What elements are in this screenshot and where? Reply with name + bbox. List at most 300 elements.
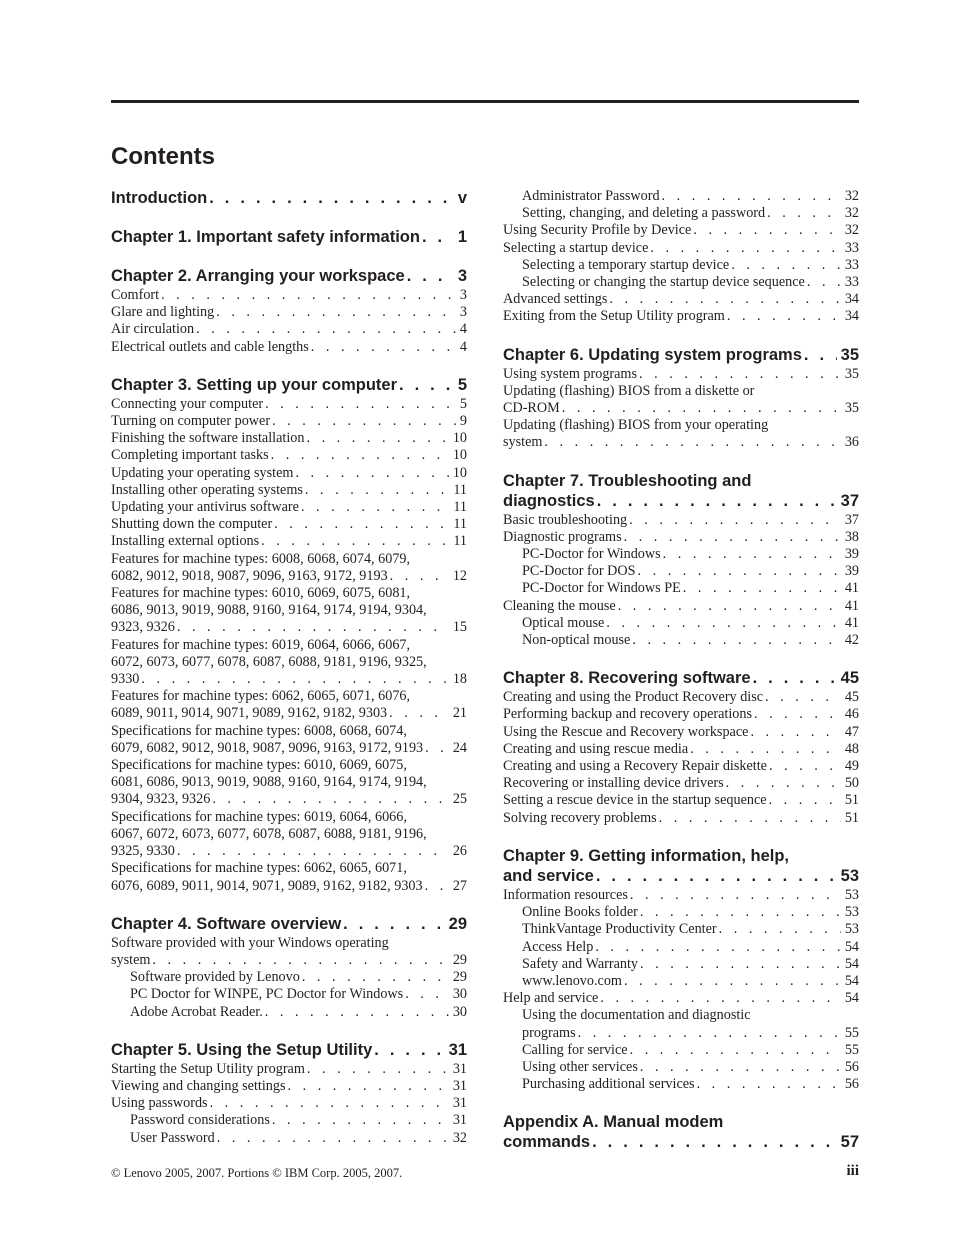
toc-page-number: 38: [844, 528, 859, 545]
toc-page-number: 57: [840, 1133, 859, 1152]
toc-entry-row: [503, 1132, 859, 1152]
toc-entry-row: [522, 921, 859, 938]
toc-entry-row: [522, 546, 859, 563]
toc-left-column: [111, 188, 467, 1147]
toc-page-number: 12: [452, 567, 467, 584]
toc-page-number: 4: [459, 321, 467, 338]
toc-chapter-entry[interactable]: [503, 846, 859, 886]
toc-entry-row: [111, 465, 467, 482]
toc-subsection-entry[interactable]: [503, 546, 859, 563]
toc-section-entry[interactable]: [111, 339, 467, 356]
toc-entry-title: 6076, 6089, 9011, 9014, 9071, 9089, 9162, 9182, 9303: [111, 877, 423, 894]
toc-entry-row: [503, 758, 859, 775]
toc-entry-row: [522, 205, 859, 222]
toc-entry-title: PC-Doctor for Windows: [522, 546, 661, 563]
toc-entry-row: [503, 308, 859, 325]
toc-section-entry[interactable]: [503, 990, 859, 1007]
toc-entry-title: Basic troubleshooting: [503, 511, 628, 528]
toc-entry-line: 6081, 6086, 9013, 9019, 9088, 9160, 9164, 9174, 9194,: [111, 774, 427, 791]
toc-entry-row: [111, 266, 467, 286]
toc-chapter-entry[interactable]: [111, 188, 467, 208]
toc-dot-leader: [270, 413, 456, 430]
toc-page-number: 33: [844, 239, 859, 256]
toc-page-number: 51: [844, 809, 859, 826]
toc-entry-title: system: [111, 951, 151, 968]
toc-dot-leader: [263, 1004, 449, 1021]
toc-entry-title: Creating and using the Product Recovery disc: [503, 689, 764, 706]
toc-dot-leader: [293, 465, 448, 482]
toc-entry-row: [503, 512, 859, 529]
toc-chapter-entry[interactable]: [111, 375, 467, 395]
toc-page-number: 3: [457, 267, 467, 285]
toc-dot-leader: [594, 866, 837, 886]
toc-entry-title: Updating your antivirus software: [111, 499, 299, 516]
toc-dot-leader: [194, 321, 456, 338]
toc-page-number: 5: [457, 375, 467, 394]
toc-entry-row: [503, 810, 859, 827]
toc-entry-line: Specifications for machine types: 6019, 6064, 6066,: [111, 808, 407, 825]
toc-subsection-entry[interactable]: [503, 973, 859, 990]
toc-entry-title: Glare and lighting: [111, 304, 215, 321]
toc-entry-title: Exiting from the Setup Utility program: [503, 308, 725, 325]
toc-page-number: 31: [452, 1095, 467, 1112]
toc-section-entry[interactable]: [111, 1061, 467, 1078]
toc-section-entry[interactable]: [111, 1095, 467, 1112]
toc-entry-row: [111, 1095, 467, 1112]
toc-entry-row: [503, 491, 859, 511]
toc-section-entry[interactable]: [503, 291, 859, 308]
toc-section-entry[interactable]: [503, 758, 859, 775]
toc-dot-leader: [717, 921, 841, 938]
toc-entry-line: Updating (flashing) BIOS from your operating: [503, 417, 769, 434]
toc-page-number: 29: [452, 951, 467, 968]
toc-entry-title: Chapter 3. Setting up your computer: [111, 375, 398, 394]
toc-entry-title: Shutting down the computer: [111, 516, 273, 533]
toc-entry-title: commands: [503, 1133, 591, 1152]
toc-entry-title: Comfort: [111, 287, 160, 303]
toc-section-entry[interactable]: [503, 240, 859, 257]
toc-page-number: 31: [452, 1060, 467, 1077]
toc-entry-row: [503, 400, 859, 417]
toc-section-entry[interactable]: [111, 321, 467, 338]
toc-entry-row: [503, 724, 859, 741]
toc-entry-title: Help and service: [503, 990, 599, 1007]
toc-page-number: 11: [453, 533, 467, 550]
toc-entry-row: [111, 568, 467, 585]
toc-dot-leader: [423, 878, 449, 895]
toc-page-number: 41: [844, 597, 859, 614]
toc-section-entry[interactable]: [111, 935, 467, 969]
toc-subsection-entry[interactable]: [503, 1007, 859, 1041]
toc-page-number: 29: [452, 969, 467, 986]
toc-dot-leader: [397, 375, 454, 395]
toc-entry-row: [522, 257, 859, 274]
toc-dot-leader: [215, 1130, 449, 1147]
toc-entry-title: Starting the Setup Utility program: [111, 1060, 305, 1077]
toc-subsection-entry[interactable]: [111, 1004, 467, 1021]
toc-entry-title: Chapter 4. Software overview: [111, 914, 342, 933]
toc-dot-leader: [748, 724, 840, 741]
toc-section-entry[interactable]: [111, 551, 467, 585]
toc-page-number: 33: [844, 256, 859, 273]
toc-dot-leader: [724, 775, 841, 792]
toc-dot-leader: [304, 430, 448, 447]
toc-page-number: 50: [844, 775, 859, 792]
toc-entry-row: [111, 1061, 467, 1078]
toc-entry-line: 6086, 9013, 9019, 9088, 9160, 9164, 9174, 9194, 9304,: [111, 602, 427, 619]
toc-dot-leader: [638, 956, 841, 973]
toc-entry-line: Specifications for machine types: 6010, 6069, 6075,: [111, 757, 407, 774]
toc-dot-leader: [616, 598, 841, 615]
toc-entry-row: [111, 516, 467, 533]
toc-section-entry[interactable]: [111, 757, 467, 809]
toc-entry-title: Advanced settings: [503, 291, 608, 308]
toc-entry-row: [111, 188, 467, 208]
toc-dot-leader: [272, 516, 449, 533]
toc-page-number: 41: [844, 580, 859, 597]
toc-dot-leader: [628, 1042, 841, 1059]
toc-page-number: 27: [452, 877, 467, 894]
header-rule: [111, 100, 859, 103]
copyright-notice: © Lenovo 2005, 2007. Portions © IBM Corp. 2005, 2007.: [111, 1166, 403, 1180]
toc-entry-title: Installing other operating systems: [111, 481, 303, 498]
toc-entry-title: Completing important tasks: [111, 447, 269, 464]
toc-section-entry[interactable]: [111, 413, 467, 430]
toc-entry-row: [503, 345, 859, 365]
toc-dot-leader: [595, 491, 837, 511]
toc-subsection-entry[interactable]: [503, 257, 859, 274]
toc-chapter-entry[interactable]: [503, 1112, 859, 1152]
toc-entry-row: [111, 304, 467, 321]
toc-dot-leader: [175, 843, 449, 860]
toc-entry-title: Chapter 1. Important safety information: [111, 228, 420, 246]
toc-subsection-entry[interactable]: [503, 580, 859, 597]
toc-entry-row: [522, 580, 859, 597]
toc-section-entry[interactable]: [111, 430, 467, 447]
toc-dot-leader: [598, 990, 840, 1007]
toc-subsection-entry[interactable]: [503, 1042, 859, 1059]
toc-dot-leader: [388, 568, 449, 585]
toc-chapter-entry[interactable]: [111, 227, 467, 247]
toc-entry-title: Performing backup and recovery operations: [503, 706, 752, 723]
toc-page-number: 34: [844, 291, 859, 308]
toc-dot-leader: [139, 671, 448, 688]
page-number: iii: [846, 1163, 859, 1179]
toc-chapter-entry[interactable]: [503, 345, 859, 365]
toc-page-number: 31: [452, 1077, 467, 1094]
toc-page-number: 39: [844, 563, 859, 580]
toc-dot-leader: [214, 304, 456, 321]
toc-subsection-entry[interactable]: [111, 969, 467, 986]
toc-page-number: 42: [844, 632, 859, 649]
toc-dot-leader: [636, 563, 841, 580]
toc-dot-leader: [300, 969, 449, 986]
toc-section-entry[interactable]: [503, 810, 859, 827]
toc-dot-leader: [341, 914, 444, 934]
toc-page-number: 32: [452, 1129, 467, 1146]
toc-dot-leader: [269, 447, 449, 464]
toc-subsection-entry[interactable]: [503, 632, 859, 649]
toc-page-number: 35: [844, 365, 859, 382]
toc-page-number: 54: [844, 990, 859, 1007]
toc-subsection-entry[interactable]: [503, 1059, 859, 1076]
toc-chapter-entry[interactable]: [111, 1040, 467, 1060]
toc-dot-leader: [630, 632, 840, 649]
toc-page-number: 56: [844, 1076, 859, 1093]
toc-section-entry[interactable]: [111, 516, 467, 533]
toc-page-number: 46: [844, 706, 859, 723]
toc-page-number: 55: [844, 1024, 859, 1041]
toc-entry-row: [111, 227, 467, 247]
toc-section-entry[interactable]: [503, 887, 859, 904]
toc-dot-leader: [767, 792, 841, 809]
toc-page-number: 31: [452, 1112, 467, 1129]
toc-entry-title: programs: [522, 1024, 576, 1041]
toc-entry-title: Recovering or installing device drivers: [503, 775, 724, 792]
toc-entry-row: [111, 740, 467, 757]
toc-entry-row: [111, 321, 467, 338]
toc-entry-title: 6079, 6082, 9012, 9018, 9087, 9096, 9163, 9172, 9193: [111, 739, 424, 756]
toc-entry-title: 9323, 9326: [111, 619, 175, 636]
toc-page-number: 32: [844, 222, 859, 239]
toc-dot-leader: [765, 205, 841, 222]
toc-section-entry[interactable]: [503, 689, 859, 706]
toc-section-entry[interactable]: [503, 598, 859, 615]
toc-page-number: 29: [448, 914, 467, 933]
toc-entry-title: PC Doctor for WINPE, PC Doctor for Windows: [130, 986, 404, 1003]
toc-page-number: 11: [453, 499, 467, 516]
toc-entry-title: Creating and using a Recovery Repair diskette: [503, 758, 767, 775]
toc-entry-row: [503, 706, 859, 723]
toc-dot-leader: [542, 434, 840, 451]
toc-dot-leader: [725, 308, 841, 325]
toc-section-entry[interactable]: [503, 366, 859, 383]
toc-section-entry[interactable]: [111, 860, 467, 894]
toc-page-number: 26: [452, 843, 467, 860]
page-title: Contents: [111, 143, 215, 170]
toc-page-number: 9: [459, 413, 467, 430]
toc-section-entry[interactable]: [503, 792, 859, 809]
toc-dot-leader: [560, 400, 841, 417]
toc-page-number: 45: [844, 689, 859, 706]
toc-dot-leader: [403, 986, 449, 1003]
toc-entry-title: Creating and using rescue media: [503, 740, 689, 757]
toc-section-entry[interactable]: [111, 688, 467, 722]
toc-section-entry[interactable]: [503, 383, 859, 417]
toc-page-number: 47: [844, 723, 859, 740]
toc-page-number: 34: [844, 308, 859, 325]
toc-section-entry[interactable]: [503, 417, 859, 451]
toc-section-entry[interactable]: [111, 465, 467, 482]
toc-entry-row: [503, 434, 859, 451]
toc-entry-title: Adobe Acrobat Reader.: [130, 1003, 263, 1020]
toc-entry-title: Connecting your computer: [111, 395, 264, 412]
toc-section-entry[interactable]: [111, 1078, 467, 1095]
toc-entry-title: Non-optical mouse: [522, 632, 631, 649]
toc-section-entry[interactable]: [111, 447, 467, 464]
toc-page-number: 30: [452, 986, 467, 1003]
toc-entry-row: [522, 1059, 859, 1076]
toc-chapter-entry[interactable]: [503, 668, 859, 688]
toc-subsection-entry[interactable]: [503, 939, 859, 956]
toc-entry-row: [522, 1076, 859, 1093]
toc-entry-row: [522, 1025, 859, 1042]
toc-entry-row: [503, 222, 859, 239]
toc-chapter-entry[interactable]: [111, 266, 467, 286]
toc-entry-title: Chapter 6. Updating system programs: [503, 345, 802, 364]
toc-dot-leader: [259, 533, 449, 550]
toc-subsection-entry[interactable]: [503, 956, 859, 973]
toc-entry-row: [522, 939, 859, 956]
toc-subsection-entry[interactable]: [503, 921, 859, 938]
toc-subsection-entry[interactable]: [503, 563, 859, 580]
toc-entry-row: [130, 1130, 467, 1147]
toc-section-entry[interactable]: [111, 723, 467, 757]
toc-subsection-entry[interactable]: [503, 1076, 859, 1093]
toc-entry-title: Password considerations: [130, 1112, 270, 1129]
toc-subsection-entry[interactable]: [111, 1130, 467, 1147]
toc-entry-row: [503, 240, 859, 257]
toc-entry-row: [522, 973, 859, 990]
toc-entry-row: [111, 375, 467, 395]
toc-page-number: 54: [844, 972, 859, 989]
toc-entry-row: [522, 188, 859, 205]
toc-chapter-entry[interactable]: [111, 914, 467, 934]
toc-page-number: 18: [452, 671, 467, 688]
toc-page-number: 11: [453, 481, 467, 498]
toc-section-entry[interactable]: [111, 637, 467, 689]
toc-section-entry[interactable]: [503, 512, 859, 529]
toc-entry-row: [111, 482, 467, 499]
toc-section-entry[interactable]: [111, 287, 467, 304]
toc-page-number: 32: [844, 188, 859, 204]
toc-section-entry[interactable]: [111, 809, 467, 861]
toc-page-number: 37: [840, 491, 859, 510]
toc-dot-leader: [593, 939, 841, 956]
toc-entry-title: Installing external options: [111, 533, 260, 550]
toc-page-number: 54: [844, 938, 859, 955]
toc-page-number: 15: [452, 619, 467, 636]
toc-page-number: 48: [844, 740, 859, 757]
toc-entry-row: [522, 274, 859, 291]
toc-page-number: 10: [452, 447, 467, 464]
toc-entry-row: [111, 671, 467, 688]
toc-section-entry[interactable]: [111, 585, 467, 637]
toc-section-entry[interactable]: [503, 775, 859, 792]
toc-section-entry[interactable]: [111, 499, 467, 516]
toc-entry-row: [111, 430, 467, 447]
toc-dot-leader: [299, 499, 449, 516]
toc-entry-row: [111, 499, 467, 516]
toc-page-number: 35: [840, 345, 859, 364]
toc-section-entry[interactable]: [503, 529, 859, 546]
toc-dot-leader: [638, 1059, 841, 1076]
toc-dot-leader: [309, 339, 456, 356]
toc-entry-line: Appendix A. Manual modem: [503, 1113, 724, 1132]
toc-entry-row: [111, 1078, 467, 1095]
toc-page-number: 53: [844, 886, 859, 903]
toc-entry-row: [522, 632, 859, 649]
toc-page-number: 54: [844, 955, 859, 972]
toc-entry-title: Finishing the software installation: [111, 430, 305, 447]
toc-page-number: 53: [844, 904, 859, 921]
toc-dot-leader: [695, 1076, 841, 1093]
toc-entry-title: Using the Rescue and Recovery workspace: [503, 723, 749, 740]
toc-dot-leader: [637, 366, 841, 383]
toc-entry-row: [503, 741, 859, 758]
toc-subsection-entry[interactable]: [503, 188, 859, 205]
toc-entry-title: PC-Doctor for Windows PE: [522, 580, 681, 597]
toc-entry-title: Safety and Warranty: [522, 955, 638, 972]
toc-section-entry[interactable]: [503, 724, 859, 741]
toc-dot-leader: [305, 1061, 449, 1078]
toc-dot-leader: [729, 257, 841, 274]
toc-page-number: 10: [452, 464, 467, 481]
toc-dot-leader: [159, 287, 456, 304]
toc-section-entry[interactable]: [111, 533, 467, 550]
toc-entry-row: [503, 291, 859, 308]
toc-subsection-entry[interactable]: [503, 205, 859, 222]
toc-entry-title: ThinkVantage Productivity Center: [522, 921, 717, 938]
toc-right-column: [503, 188, 859, 1152]
toc-entry-title: Using other services: [522, 1058, 638, 1075]
toc-dot-leader: [420, 227, 454, 247]
toc-section-entry[interactable]: [503, 222, 859, 239]
toc-chapter-entry[interactable]: [503, 471, 859, 511]
toc-entry-title: diagnostics: [503, 491, 595, 510]
toc-dot-leader: [681, 580, 841, 597]
toc-subsection-entry[interactable]: [503, 615, 859, 632]
toc-entry-line: Features for machine types: 6008, 6068, 6074, 6079,: [111, 550, 411, 567]
toc-page-number: 53: [840, 866, 859, 885]
toc-page-number: 21: [452, 705, 467, 722]
toc-subsection-entry[interactable]: [503, 274, 859, 291]
toc-entry-title: Selecting a startup device: [503, 239, 649, 256]
toc-section-entry[interactable]: [111, 304, 467, 321]
toc-entry-line: Chapter 7. Troubleshooting and: [503, 471, 752, 490]
toc-subsection-entry[interactable]: [111, 1112, 467, 1129]
toc-section-entry[interactable]: [503, 308, 859, 325]
toc-dot-leader: [303, 482, 449, 499]
toc-dot-leader: [270, 1112, 449, 1129]
toc-entry-line: Chapter 9. Getting information, help,: [503, 846, 790, 865]
toc-entry-title: Selecting a temporary startup device: [522, 256, 730, 273]
toc-page-number: 45: [840, 669, 859, 688]
toc-dot-leader: [210, 791, 449, 808]
toc-page-number: 3: [459, 304, 467, 321]
toc-section-entry[interactable]: [503, 741, 859, 758]
toc-subsection-entry[interactable]: [111, 986, 467, 1003]
toc-section-entry[interactable]: [111, 482, 467, 499]
toc-entry-row: [130, 1112, 467, 1129]
toc-entry-row: [130, 969, 467, 986]
toc-entry-title: Online Books folder: [522, 904, 638, 921]
toc-section-entry[interactable]: [111, 396, 467, 413]
toc-page-number: v: [457, 189, 467, 207]
toc-entry-title: 9325, 9330: [111, 843, 175, 860]
toc-entry-row: [503, 689, 859, 706]
toc-dot-leader: [207, 188, 454, 208]
toc-entry-row: [111, 287, 467, 304]
toc-entry-title: Electrical outlets and cable lengths: [111, 338, 309, 355]
toc-entry-row: [503, 990, 859, 1007]
toc-page-number: 3: [459, 287, 467, 303]
toc-entry-title: 9330: [111, 671, 140, 688]
toc-subsection-entry[interactable]: [503, 904, 859, 921]
toc-entry-title: Software provided by Lenovo: [130, 969, 300, 986]
toc-section-entry[interactable]: [503, 706, 859, 723]
toc-entry-row: [503, 887, 859, 904]
